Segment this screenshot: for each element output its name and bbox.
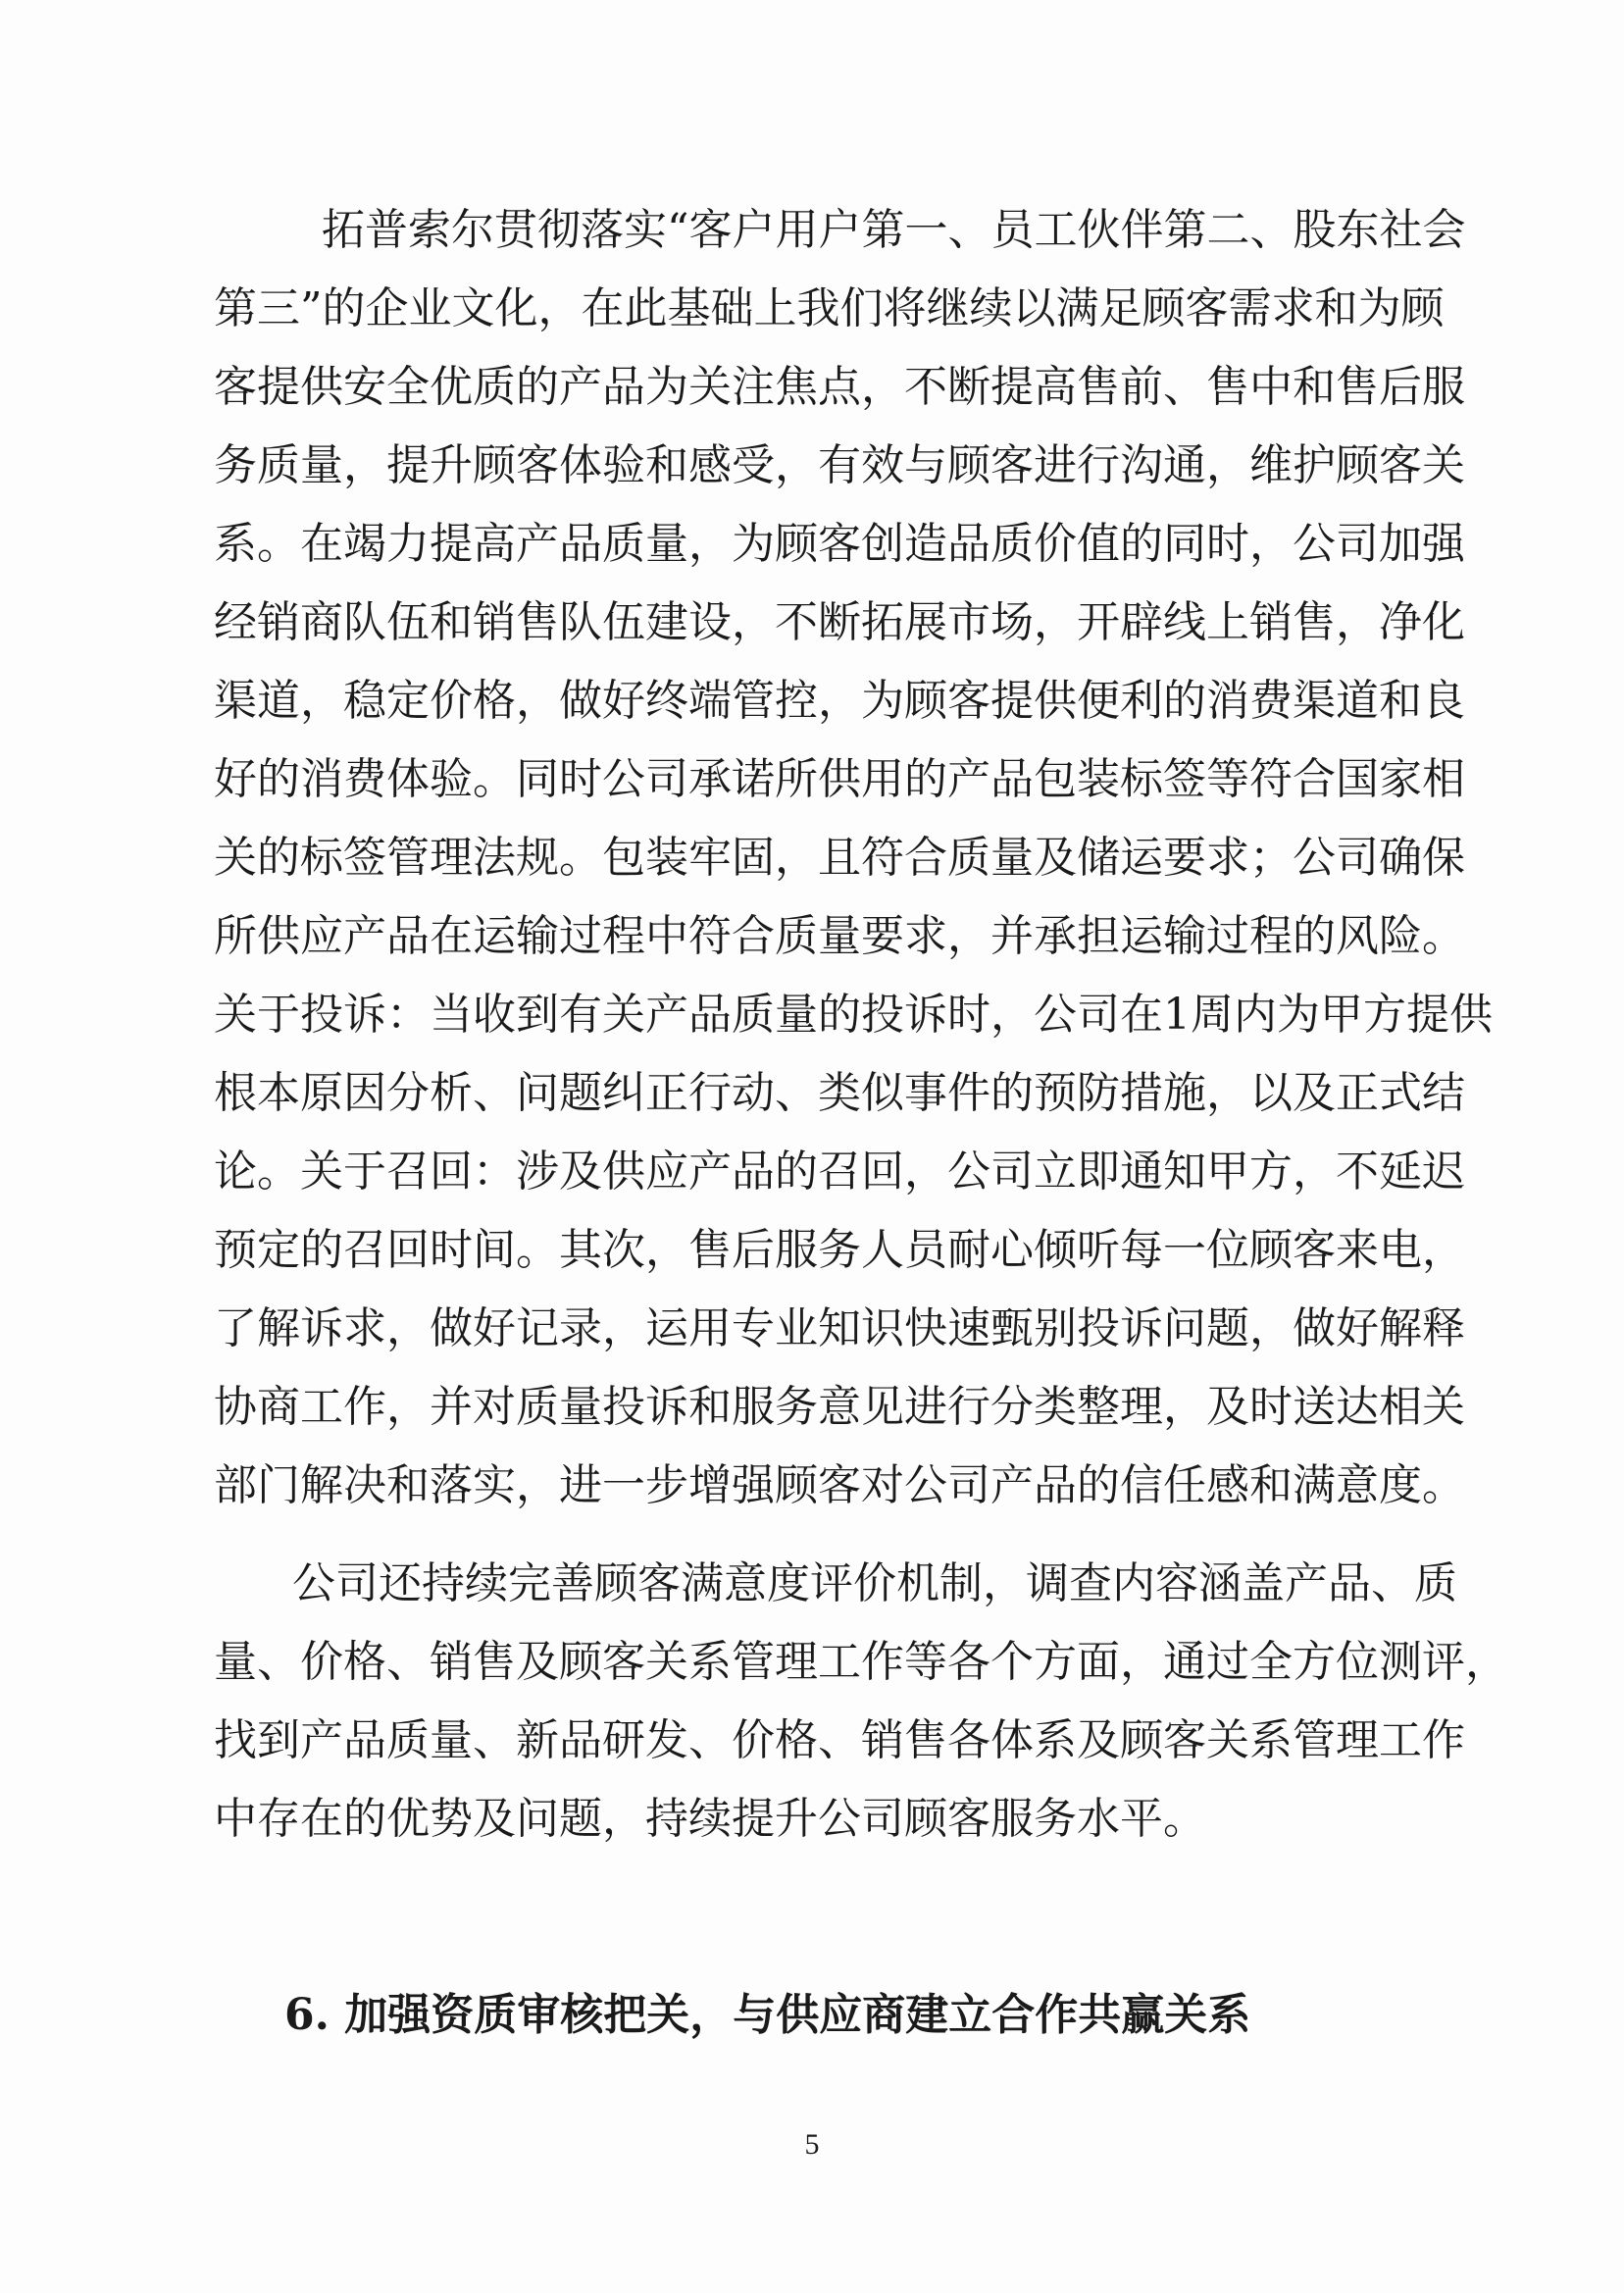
paragraph-line: 论。关于召回：涉及供应产品的召回，公司立即通知甲方，不延迟 <box>214 1146 1465 1197</box>
paragraph-line: 公司还持续完善顾客满意度评价机制，调查内容涵盖产品、质 <box>292 1558 1457 1608</box>
paragraph-line: 预定的召回时间。其次，售后服务人员耐心倾听每一位顾客来电， <box>214 1225 1465 1275</box>
paragraph-line: 渠道，稳定价格，做好终端管控，为顾客提供便利的消费渠道和良 <box>214 676 1465 726</box>
paragraph-line: 好的消费体验。同时公司承诺所供用的产品包装标签等符合国家相 <box>214 754 1465 804</box>
paragraph-line: 经销商队伍和销售队伍建设，不断拓展市场，开辟线上销售，净化 <box>214 597 1465 647</box>
paragraph-line: 中存在的优势及问题，持续提升公司顾客服务水平。 <box>214 1794 1206 1844</box>
paragraph-line: 部门解决和落实，进一步增强顾客对公司产品的信任感和满意度。 <box>214 1460 1465 1510</box>
paragraph-line: 拓普索尔贯彻落实“客户用户第一、员工伙伴第二、股东社会 <box>322 205 1466 255</box>
paragraph-line: 所供应产品在运输过程中符合质量要求，并承担运输过程的风险。 <box>214 911 1465 961</box>
section-heading: 6. 加强资质审核把关，与供应商建立合作共赢关系 <box>284 1990 1251 2040</box>
paragraph-line: 根本原因分析、问题纠正行动、类似事件的预防措施，以及正式结 <box>214 1068 1465 1118</box>
paragraph-line: 第三”的企业文化，在此基础上我们将继续以满足顾客需求和为顾 <box>214 283 1445 333</box>
paragraph-line: 了解诉求，做好记录，运用专业知识快速甄别投诉问题，做好解释 <box>214 1303 1465 1353</box>
paragraph-line: 客提供安全优质的产品为关注焦点，不断提高售前、售中和售后服 <box>214 362 1465 412</box>
page-number: 5 <box>804 2128 820 2161</box>
paragraph-line: 关的标签管理法规。包装牢固，且符合质量及储运要求；公司确保 <box>214 833 1465 883</box>
paragraph-line: 量、价格、销售及顾客关系管理工作等各个方面，通过全方位测评， <box>214 1637 1508 1687</box>
paragraph-line: 协商工作，并对质量投诉和服务意见进行分类整理，及时送达相关 <box>214 1382 1465 1432</box>
paragraph-line: 务质量，提升顾客体验和感受，有效与顾客进行沟通，维护顾客关 <box>214 440 1465 490</box>
paragraph-line: 找到产品质量、新品研发、价格、销售各体系及顾客关系管理工作 <box>214 1715 1465 1765</box>
paragraph-line: 系。在竭力提高产品质量，为顾客创造品质价值的同时，公司加强 <box>214 519 1465 569</box>
paragraph-line: 关于投诉：当收到有关产品质量的投诉时，公司在1周内为甲方提供 <box>214 990 1493 1040</box>
